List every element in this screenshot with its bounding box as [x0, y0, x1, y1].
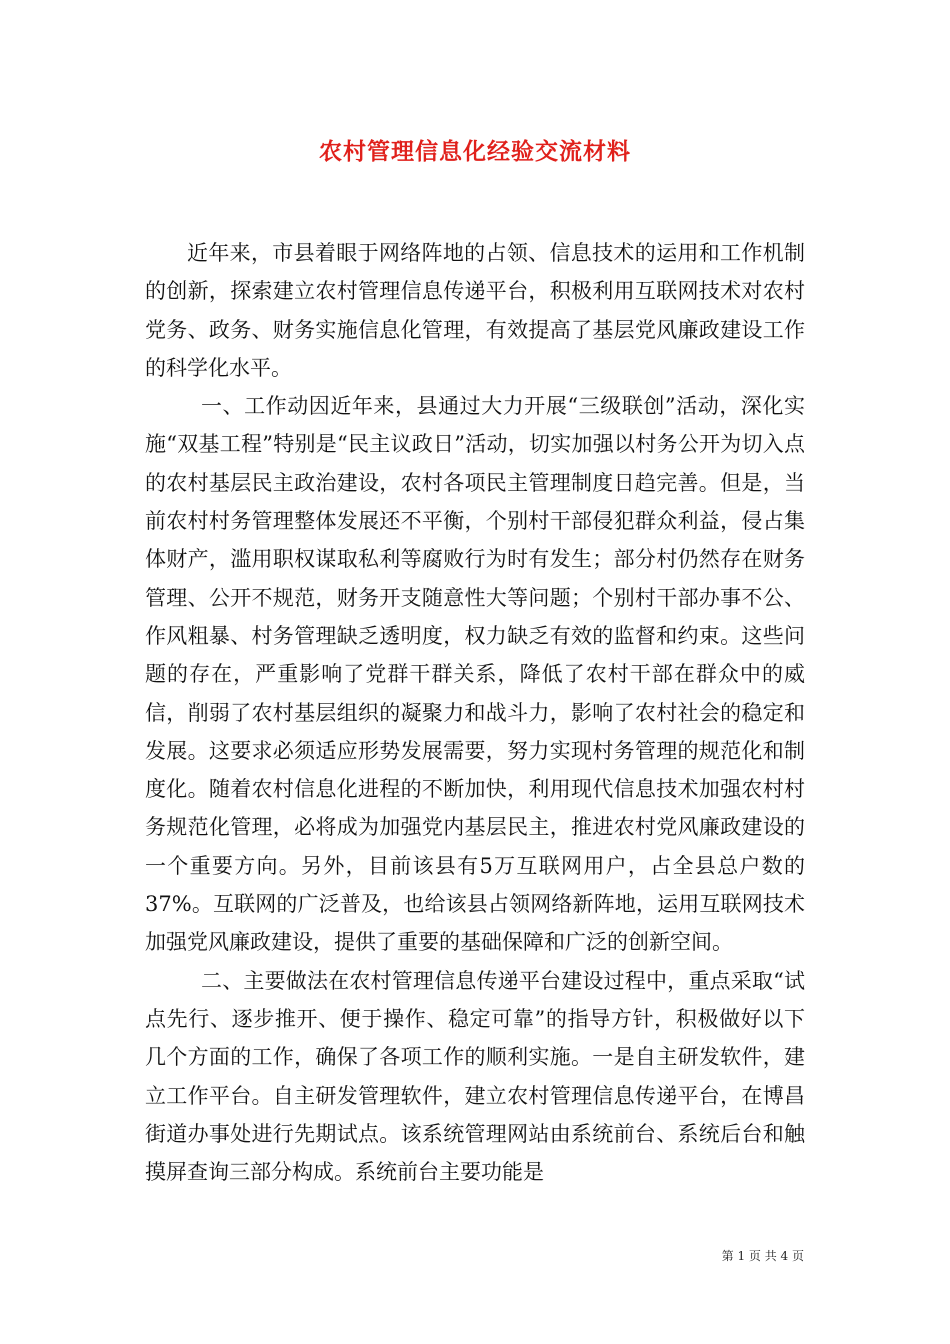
paragraph-intro: 近年来，市县着眼于网络阵地的占领、信息技术的运用和工作机制的创新，探索建立农村管理信息传递平台，积极利用互联网技术对农村党务、政务、财务实施信息化管理，有效提高了基层党风廉政建设工作的科学化水平。 [145, 241, 805, 380]
document-title: 农村管理信息化经验交流材料 [319, 138, 631, 165]
paragraph-section-one: 一、工作动因近年来，县通过大力开展“三级联创”活动，深化实施“双基工程”特别是“民主议政日”活动，切实加强以村务公开为切入点的农村基层民主政治建设，农村各项民主管理制度日趋完善。但是，当前农村村务管理整体发展还不平衡，个别村干部侵犯群众利益，侵占集体财产，滥用职权谋取私利等腐败行为时有发生；部分村仍然存在财务管理、公开不规范，财务开支随意性大等问题；个别村干部办事不公、作风粗暴、村务管理缺乏透明度，权力缺乏有效的监督和约束。这些问题的存在，严重影响了党群干群关系，降低了农村干部在群众中的威信，削弱了农村基层组织的凝聚力和战斗力，影响了农村社会的稳定和发展。这要求必须适应形势发展需要，努力实现村务管理的规范化和制度化。随着农村信息化进程的不断加快，利用现代信息技术加强农村村务规范化管理，必将成为加强党内基层民主，推进农村党风廉政建设的一个重要方向。另外，目前该县有5万互联网用户，占全县总户数的37%。互联网的广泛普及，也给该县占领网络新阵地，运用互联网技术加强党风廉政建设，提供了重要的基础保障和广泛的创新空间。 [145, 394, 805, 955]
page-number: 第 1 页 共 4 页 [721, 1249, 804, 1263]
document-body [145, 234, 805, 1191]
paragraph-section-two: 二、主要做法在农村管理信息传递平台建设过程中，重点采取“试点先行、逐步推开、便于操作、稳定可靠”的指导方针，积极做好以下几个方面的工作，确保了各项工作的顺利实施。一是自主研发软件，建立工作平台。自主研发管理软件，建立农村管理信息传递平台，在博昌街道办事处进行先期试点。该系统管理网站由系统前台、系统后台和触摸屏查询三部分构成。系统前台主要功能是 [145, 968, 805, 1185]
